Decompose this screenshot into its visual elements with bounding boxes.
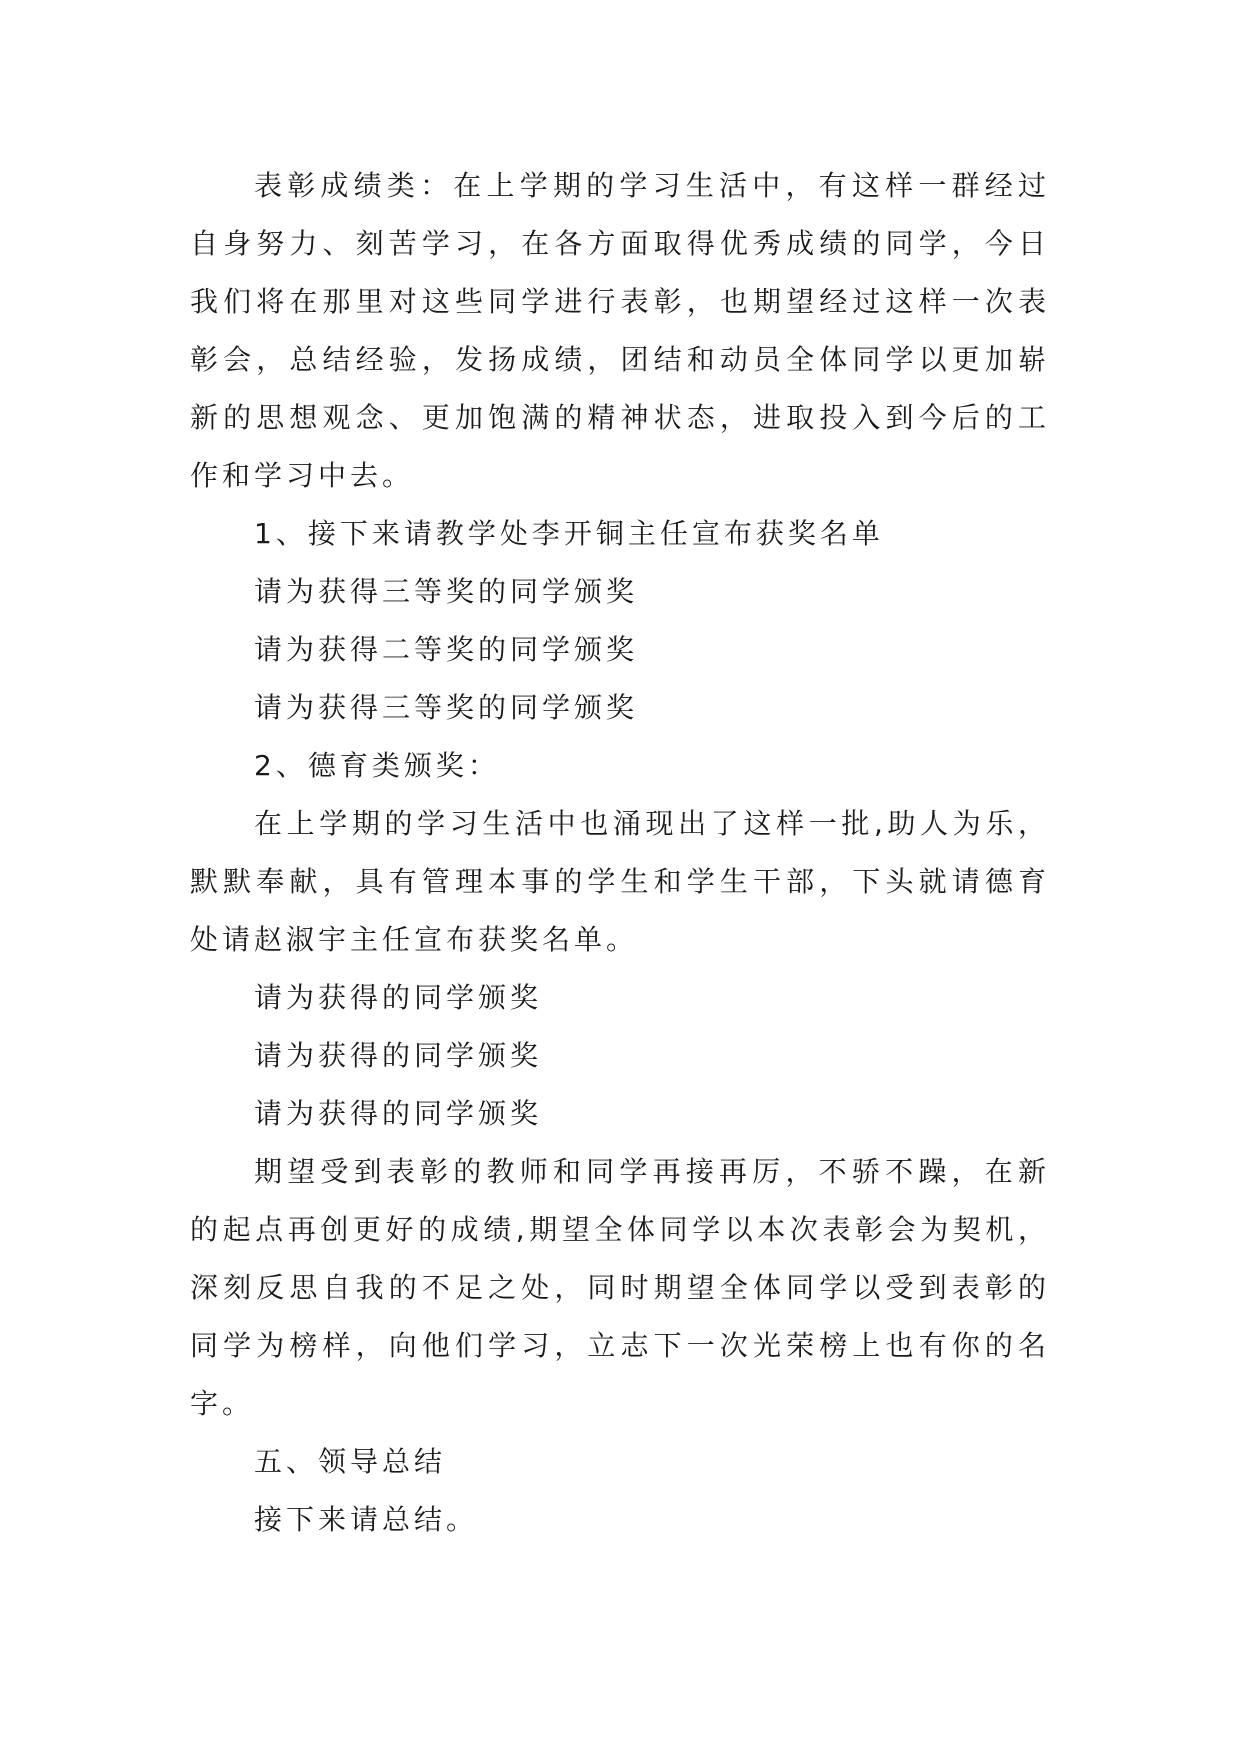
paragraph-academic-award-announcement: 1、接下来请教学处李开铜主任宣布获奖名单 bbox=[254, 517, 884, 550]
paragraph-third-prize: 请为获得三等奖的同学颁奖 bbox=[254, 575, 639, 608]
paragraph-leader-summary: 接下来请总结。 bbox=[254, 1503, 479, 1536]
paragraph-award-3: 请为获得的同学颁奖 bbox=[254, 1097, 543, 1130]
paragraph-second-prize: 请为获得二等奖的同学颁奖 bbox=[254, 633, 639, 666]
paragraph-moral-education-heading: 2、德育类颁奖： bbox=[254, 749, 500, 782]
paragraph-award-1: 请为获得的同学颁奖 bbox=[254, 981, 543, 1014]
paragraph-moral-education-intro: 在上学期的学习生活中也涌现出了这样一批,助人为乐，默默奉献，具有管理本事的学生和学生干部，下头就请德育处请赵淑宇主任宣布获奖名单。 bbox=[190, 807, 1050, 956]
document-body bbox=[190, 157, 1050, 1549]
paragraph-award-2: 请为获得的同学颁奖 bbox=[254, 1039, 543, 1072]
paragraph-leader-summary-heading: 五、领导总结 bbox=[254, 1445, 447, 1478]
paragraph-commendation-intro: 表彰成绩类：在上学期的学习生活中，有这样一群经过自身努力、刻苦学习，在各方面取得优秀成绩的同学，今日我们将在那里对这些同学进行表彰，也期望经过这样一次表彰会，总结经验，发扬成绩，团结和动员全体同学以更加崭新的思想观念、更加饱满的精神状态，进取投入到今后的工作和学习中去。 bbox=[190, 169, 1050, 492]
paragraph-third-prize-repeat: 请为获得三等奖的同学颁奖 bbox=[254, 691, 639, 724]
paragraph-closing-wishes: 期望受到表彰的教师和同学再接再厉，不骄不躁，在新的起点再创更好的成绩,期望全体同学以本次表彰会为契机，深刻反思自我的不足之处，同时期望全体同学以受到表彰的同学为榜样，向他们学习，立志下一次光荣榜上也有你的名字。 bbox=[190, 1155, 1050, 1420]
